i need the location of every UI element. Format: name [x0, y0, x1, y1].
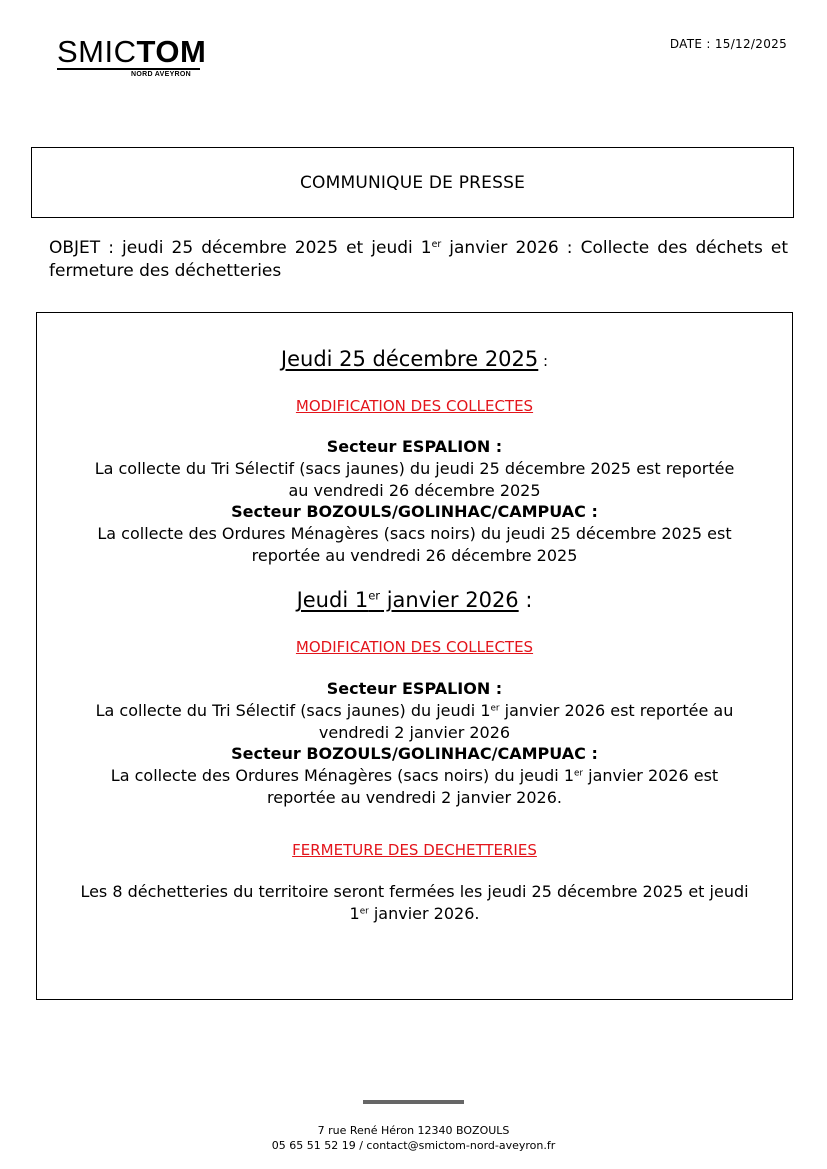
title-box — [31, 147, 794, 218]
logo-subtitle: NORD AVEYRON — [131, 71, 191, 78]
section2-bozouls-text1: La collecte des Ordures Ménagères (sacs noirs) du jeudi 1er janvier 2026 est — [110, 766, 719, 785]
section2-heading: Jeudi 1er janvier 2026 : — [296, 588, 533, 612]
footer-divider — [363, 1100, 464, 1104]
section1-heading: Jeudi 25 décembre 2025 : — [280, 347, 549, 371]
section1-espalion-label: Secteur ESPALION : — [326, 437, 503, 456]
section2-modif-title: MODIFICATION DES COLLECTES — [295, 638, 534, 656]
section3-title: FERMETURE DES DECHETTERIES — [292, 841, 537, 859]
section2-espalion-text1: La collecte du Tri Sélectif (sacs jaunes) du jeudi 1er janvier 2026 est reportée au — [95, 701, 734, 720]
document-title: COMMUNIQUE DE PRESSE — [299, 172, 526, 193]
section1-bozouls-label: Secteur BOZOULS/GOLINHAC/CAMPUAC : — [231, 502, 598, 521]
section2-espalion-label: Secteur ESPALION : — [326, 679, 503, 698]
objet-paragraph: OBJET : jeudi 25 décembre 2025 et jeudi 1er janvier 2026 : Collecte des déchets et fermeture des déchetteries — [49, 238, 788, 281]
section2-espalion-text2: vendredi 2 janvier 2026 — [318, 723, 511, 742]
section1-bozouls-text2: reportée au vendredi 26 décembre 2025 — [251, 546, 578, 565]
footer-address: 7 rue René Héron 12340 BOZOULS — [317, 1124, 510, 1137]
section3-text1: Les 8 déchetteries du territoire seront fermées les jeudi 25 décembre 2025 et jeudi — [80, 882, 749, 901]
logo-wordmark: SMICTOM — [57, 34, 207, 69]
section1-modif-title: MODIFICATION DES COLLECTES — [295, 397, 534, 415]
section2-bozouls-text2: reportée au vendredi 2 janvier 2026. — [267, 788, 562, 807]
footer-contact: 05 65 51 52 19 / contact@smictom-nord-aveyron.fr — [271, 1139, 556, 1152]
document-date: DATE : 15/12/2025 — [669, 37, 787, 51]
section2-bozouls-label: Secteur BOZOULS/GOLINHAC/CAMPUAC : — [231, 744, 598, 763]
section3-text2: 1er janvier 2026. — [349, 904, 480, 923]
main-content-box — [36, 312, 793, 1000]
smictom-logo — [57, 36, 206, 78]
section1-espalion-text1: La collecte du Tri Sélectif (sacs jaunes) du jeudi 25 décembre 2025 est reportée — [94, 459, 735, 478]
section1-espalion-text2: au vendredi 26 décembre 2025 — [288, 481, 541, 500]
section1-bozouls-text1: La collecte des Ordures Ménagères (sacs noirs) du jeudi 25 décembre 2025 est — [97, 524, 732, 543]
